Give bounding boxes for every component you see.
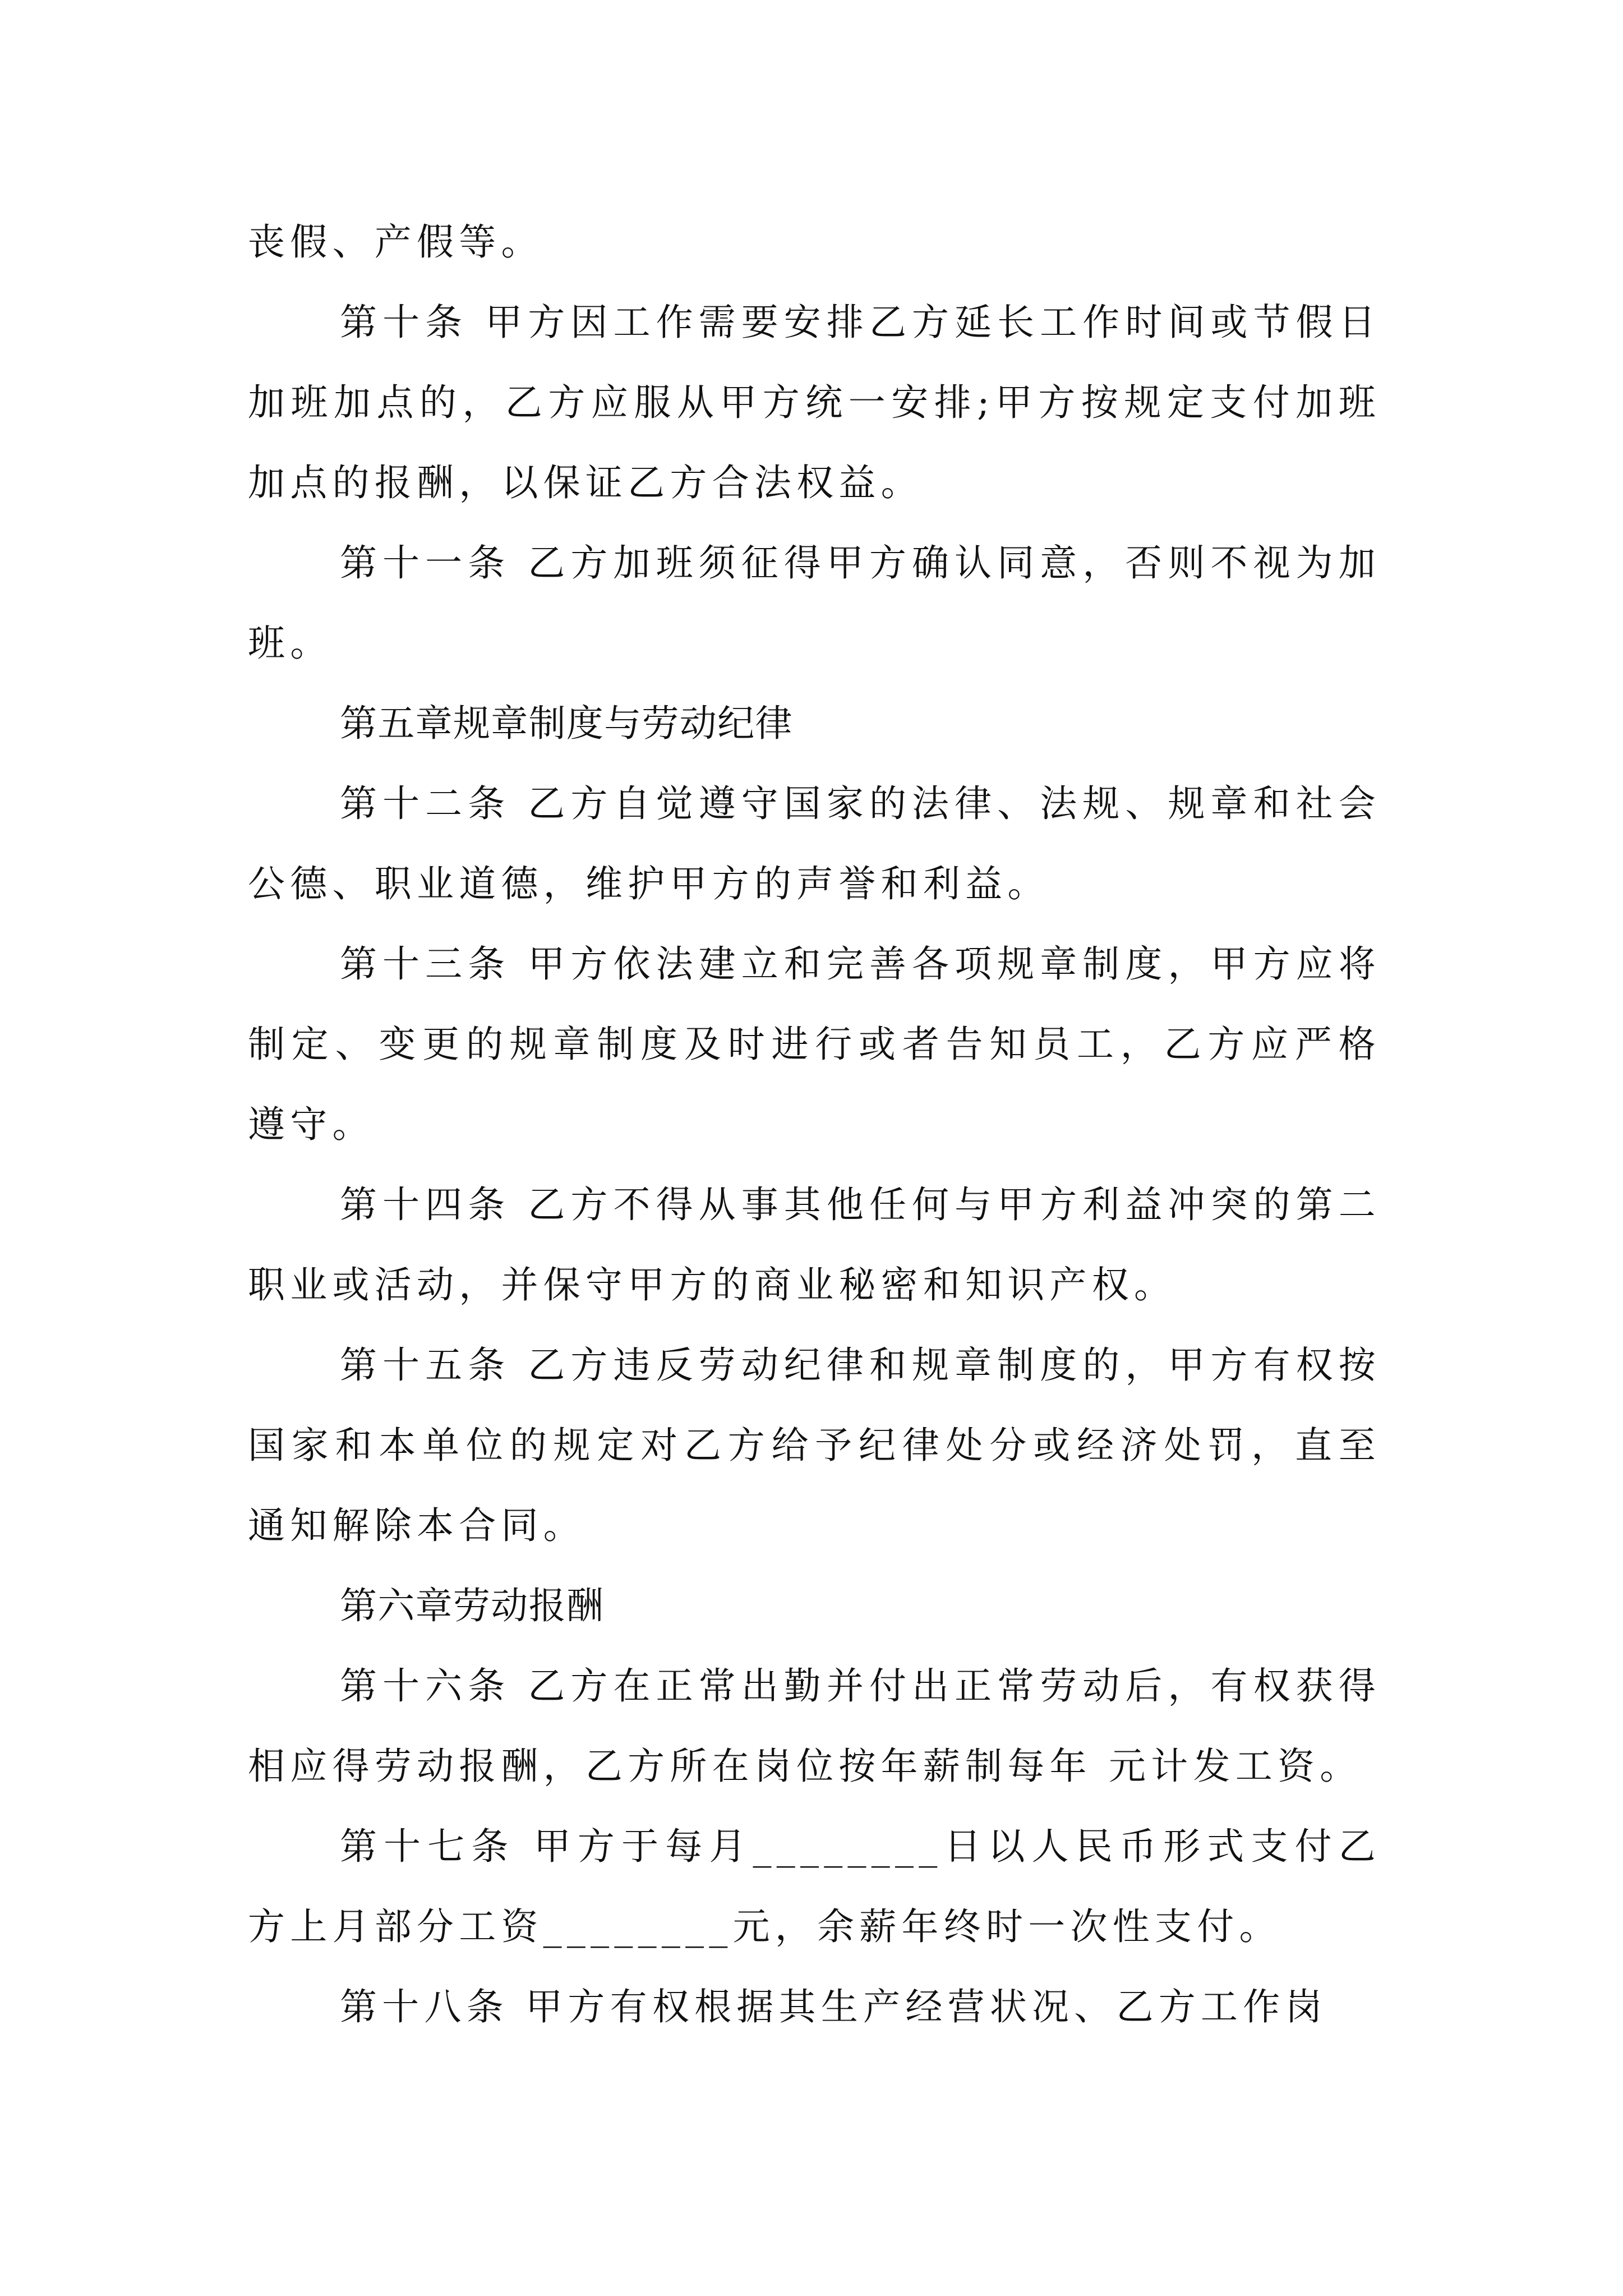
article-15: 第十五条 乙方违反劳动纪律和规章制度的，甲方有权按国家和本单位的规定对乙方给予纪律处分或经济处罚，直至通知解除本合同。	[248, 1343, 1381, 1547]
article-12: 第十二条 乙方自觉遵守国家的法律、法规、规章和社会公德、职业道德，维护甲方的声誉和利益。	[248, 782, 1381, 905]
article-17: 第十七条 甲方于每月________日以人民币形式支付乙方上月部分工资________元，余薪年终时一次性支付。	[248, 1825, 1381, 1948]
document-body	[248, 202, 1381, 2047]
chapter-5-heading: 第五章规章制度与劳动纪律	[340, 702, 793, 745]
article-11: 第十一条 乙方加班须征得甲方确认同意，否则不视为加班。	[248, 541, 1381, 665]
paragraph-continuation: 丧假、产假等。	[248, 220, 543, 264]
article-10: 第十条 甲方因工作需要安排乙方延长工作时间或节假日加班加点的，乙方应服从甲方统一安排;甲方按规定支付加班加点的报酬，以保证乙方合法权益。	[248, 301, 1381, 504]
article-13: 第十三条 甲方依法建立和完善各项规章制度，甲方应将制定、变更的规章制度及时进行或者告知员工，乙方应严格遵守。	[248, 942, 1381, 1146]
chapter-6-heading: 第六章劳动报酬	[340, 1584, 605, 1627]
article-18: 第十八条 甲方有权根据其生产经营状况、乙方工作岗	[340, 1985, 1327, 2028]
article-14: 第十四条 乙方不得从事其他任何与甲方利益冲突的第二职业或活动，并保守甲方的商业秘密和知识产权。	[248, 1183, 1381, 1306]
article-16: 第十六条 乙方在正常出勤并付出正常劳动后，有权获得相应得劳动报酬，乙方所在岗位按年薪制每年 元计发工资。	[248, 1664, 1381, 1788]
